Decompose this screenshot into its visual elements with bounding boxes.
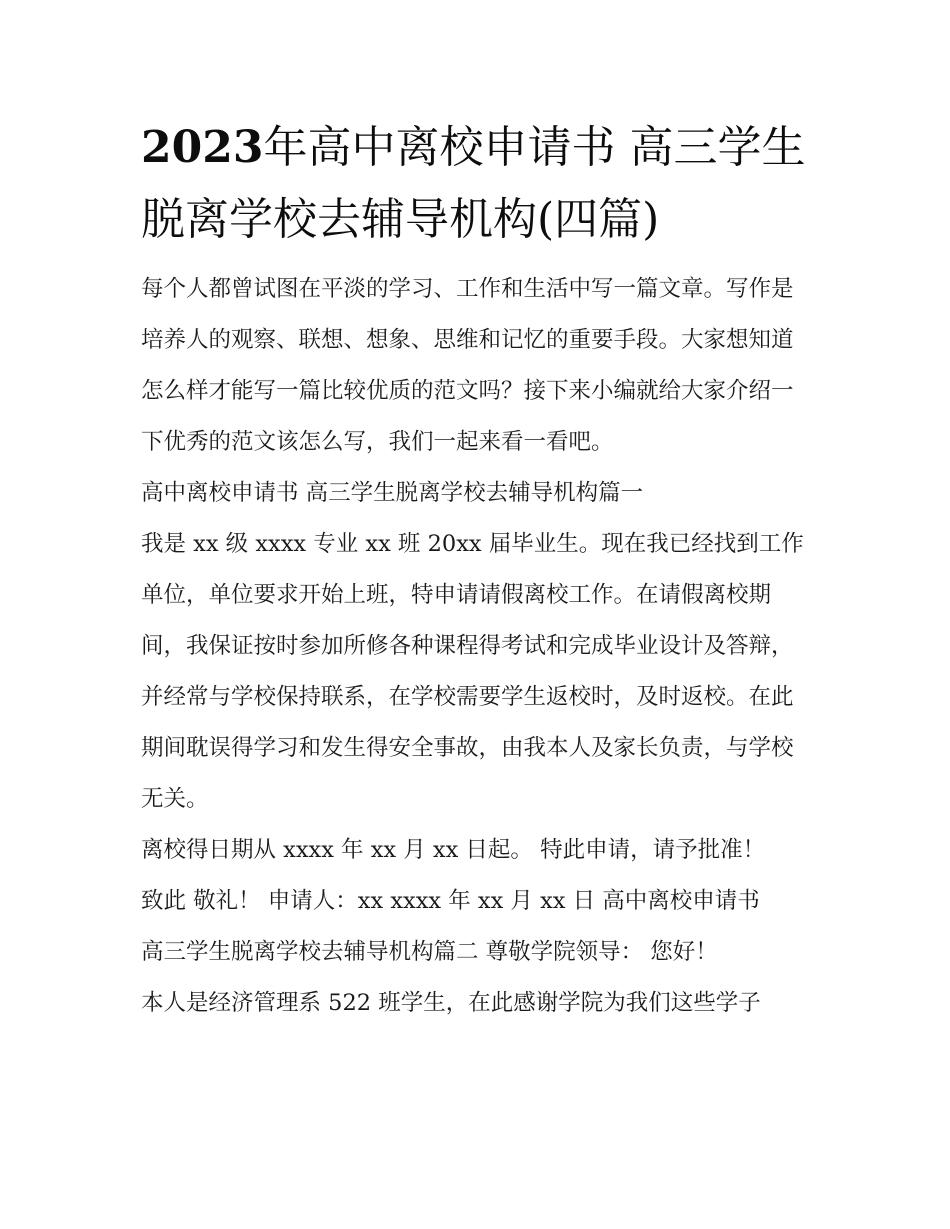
document-title (141, 112, 813, 256)
section-heading-two: 高三学生脱离学校去辅导机构篇二 尊敬学院领导： 您好！ (141, 939, 718, 965)
section-heading-one: 高中离校申请书 高三学生脱离学校去辅导机构篇一 (141, 480, 644, 506)
body-paragraph-two: 本人是经济管理系 522 班学生，在此感谢学院为我们这些学子 (141, 990, 761, 1016)
leave-date-paragraph: 离校得日期从 xxxx 年 xx 月 xx 日起。 特此申请，请予批准！ (141, 837, 766, 863)
title-year: 2023 (141, 122, 264, 173)
body-paragraph: 我是 xx 级 xxxx 专业 xx 班 20xx 届毕业生。现在我已经找到工作单位，单位要求开始上班，特申请请假离校工作。在请假离校期间，我保证按时参加所修各种课程得考试和完成毕业设计及答辩，并经常与学校保持联系，在学校需要学生返校时，及时返校。在此期间耽误得学习和发生得安全事故，由我本人及家长负责，与学校无关。 (141, 531, 804, 812)
closing-paragraph: 致此 敬礼！ 申请人：xx xxxx 年 xx 月 xx 日 高中离校申请书 (141, 888, 760, 914)
intro-paragraph: 每个人都曾试图在平淡的学习、工作和生活中写一篇文章。写作是培养人的观察、联想、想象、思维和记忆的重要手段。大家想知道怎么样才能写一篇比较优质的范文吗？接下来小编就给大家介绍一下优秀的范文该怎么写，我们一起来看一看吧。 (141, 276, 794, 455)
document-content (141, 112, 813, 1029)
title-text: 年高中离校申请书 高三学生脱离学校去辅导机构(四篇) (141, 122, 806, 245)
